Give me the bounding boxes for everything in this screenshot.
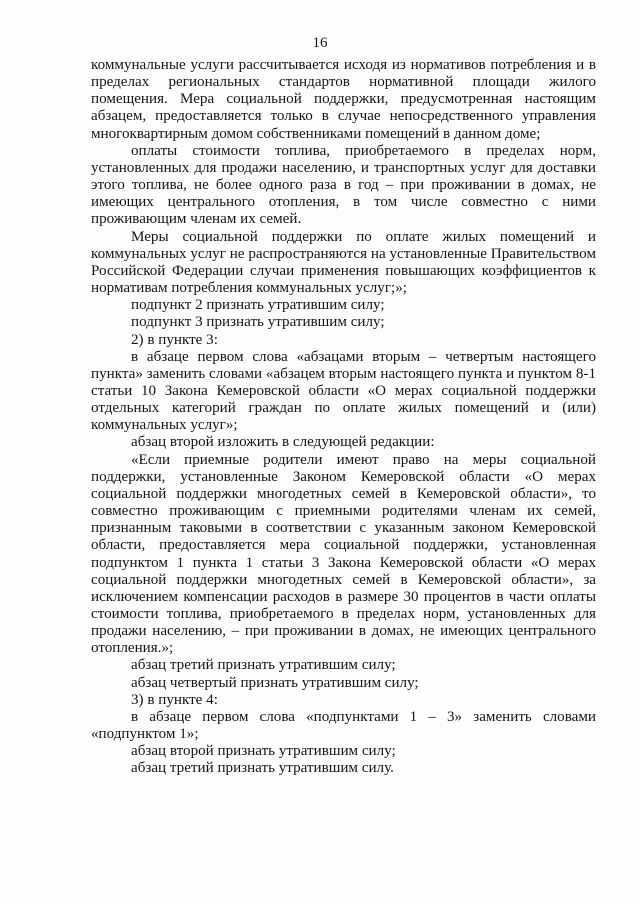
paragraph: коммунальные услуги рассчитывается исходя из нормативов потребления и в пределах региональных стандартов нормативной площади жилого помещения. Мера социальной поддержки, предусмотренная настоящим абзацем, предоставляется только в случае непосредственного управления многоквартирным домом собственниками помещений в данном доме; bbox=[91, 57, 596, 142]
paragraph: абзац второй изложить в следующей редакции: bbox=[131, 434, 435, 451]
document-body bbox=[91, 57, 596, 778]
paragraph: абзац второй признать утратившим силу; bbox=[131, 743, 396, 760]
paragraph: оплаты стоимости топлива, приобретаемого в пределах норм, установленных для продажи населению, и транспортных услуг для доставки этого топлива, не более одного раза в год – при проживании в домах, не имеющих центрального отопления, в том числе совместно с ними проживающим членам их семей. bbox=[91, 142, 596, 228]
paragraph: в абзаце первом слова «подпунктами 1 – 3» заменить словами «подпунктом 1»; bbox=[91, 708, 596, 743]
paragraph: подпункт 3 признать утратившим силу; bbox=[131, 314, 385, 331]
paragraph: подпункт 2 признать утратившим силу; bbox=[131, 297, 385, 314]
paragraph: абзац третий признать утратившим силу; bbox=[131, 657, 396, 674]
paragraph: 3) в пункте 4: bbox=[131, 691, 218, 708]
paragraph: абзац третий признать утратившим силу. bbox=[131, 760, 394, 777]
paragraph: 2) в пункте 3: bbox=[131, 331, 218, 348]
paragraph: абзац четвертый признать утратившим силу; bbox=[131, 674, 419, 691]
paragraph: в абзаце первом слова «абзацами вторым – четвертым настоящего пункта» заменить словами «абзацем вторым настоящего пункта и пунктом 8-1 статьи 10 Закона Кемеровской области «О мерах социальной поддержки отдельных категорий граждан по оплате жилых помещений и (или) коммунальных услуг»; bbox=[91, 348, 596, 434]
paragraph: «Если приемные родители имеют право на меры социальной поддержки, установленные Законом Кемеровской области «О мерах социальной поддержки многодетных семей в Кемеровской области», то совместно проживающим с приемными родителями членам их семей, признанным таковыми в соответствии с указанным законом Кемеровской области, предоставляется мера социальной поддержки, установленная подпунктом 1 пункта 1 статьи 3 Закона Кемеровской области «О мерах социальной поддержки многодетных семей в Кемеровской области», за исключением компенсации расходов в размере 30 процентов в части оплаты стоимости топлива, приобретаемого в пределах норм, установленных для продажи населению, – при проживании в домах, не имеющих центрального отопления.»; bbox=[91, 451, 596, 657]
page-number: 16 bbox=[312, 35, 328, 51]
paragraph: Меры социальной поддержки по оплате жилых помещений и коммунальных услуг не распространяются на установленные Правительством Российской Федерации случаи применения повышающих коэффициентов к нормативам потребления коммунальных услуг;»; bbox=[91, 228, 596, 297]
